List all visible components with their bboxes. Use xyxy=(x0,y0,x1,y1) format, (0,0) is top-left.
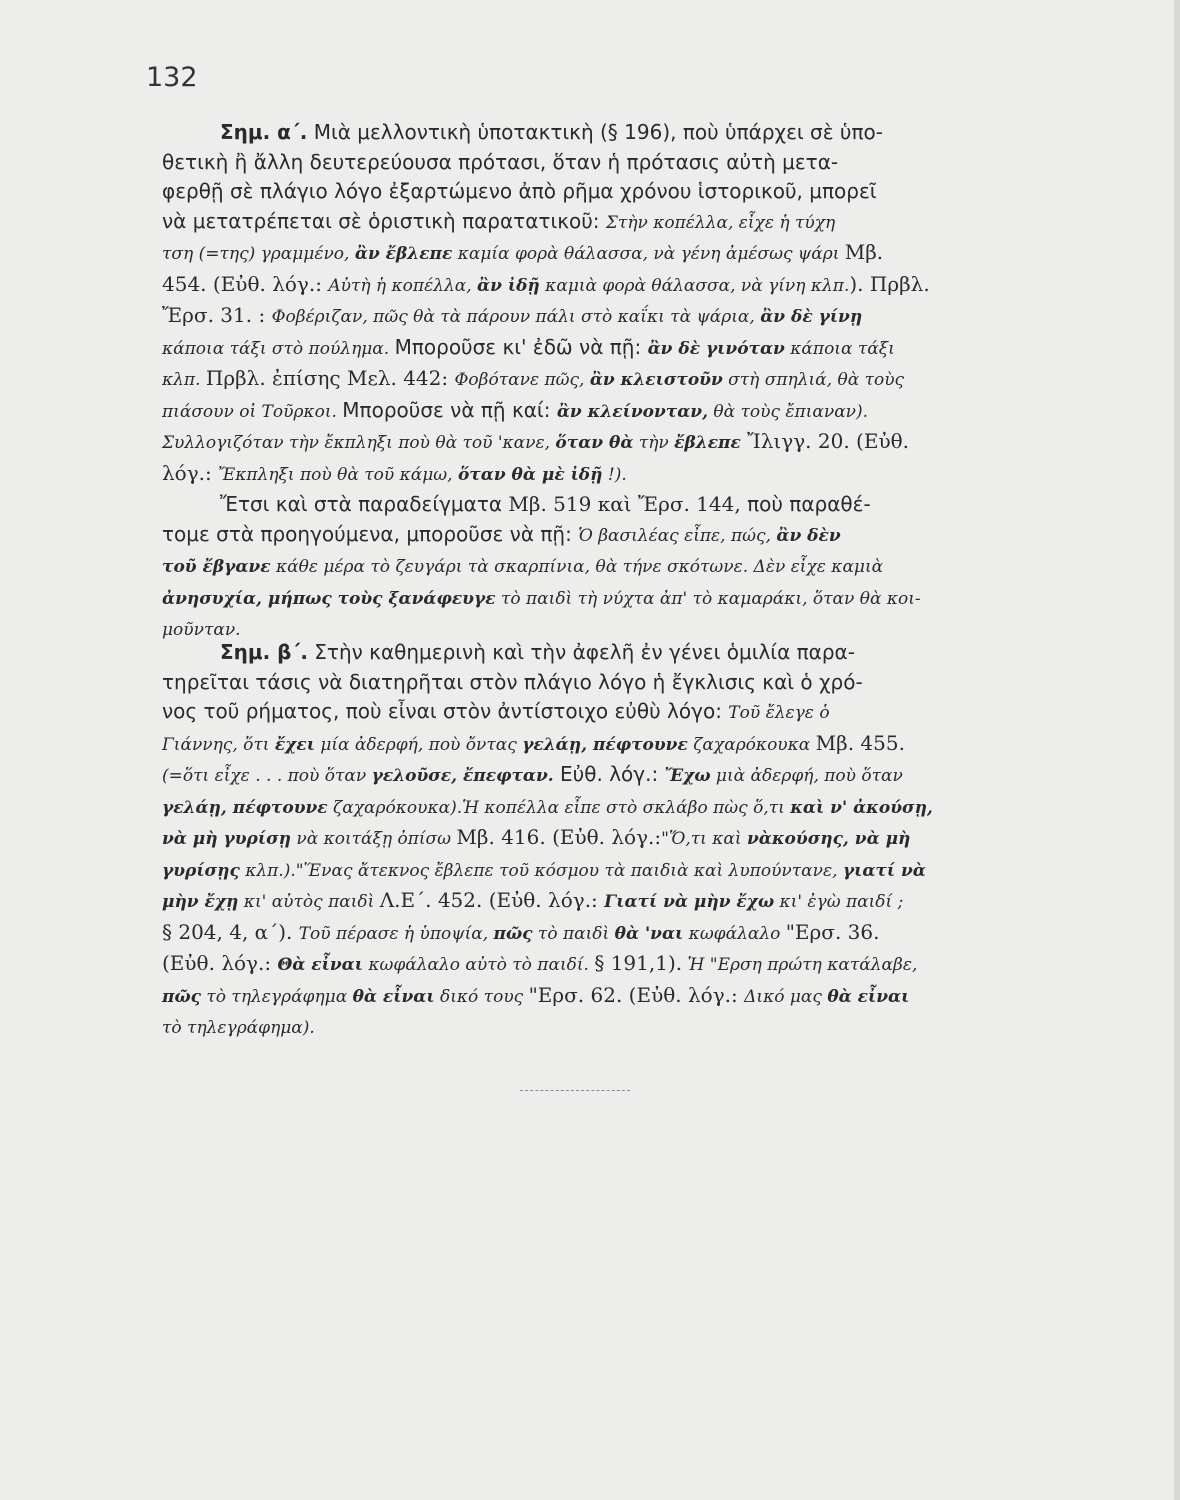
note-line xyxy=(162,1012,1014,1044)
seg: Φοβέριζαν, πῶς θὰ τὰ πάρουν πάλι στὸ καΐκι τὰ ψάρια, xyxy=(271,307,761,327)
seg: Μβ. xyxy=(844,240,884,264)
note-alpha-label: Σημ. α΄. xyxy=(220,120,308,144)
seg: νὰ κοιτάξῃ ὀπίσω xyxy=(290,829,457,849)
seg: θὰ τοὺς ἔπιαναν). xyxy=(708,401,869,422)
seg: Θὰ εἶναι xyxy=(277,955,363,975)
seg: πῶς xyxy=(493,923,533,944)
note-line xyxy=(162,118,1014,148)
seg: § 191,1). xyxy=(594,951,683,975)
note-line xyxy=(162,551,1014,583)
seg: κλπ.)."Ἕνας ἄτεκνος ἔβλεπε τοῦ κόσμου τὰ παιδιὰ καὶ λυπούντανε, xyxy=(239,860,843,881)
seg: ἀνησυχία, μήπως τοὺς ξανάφευγε xyxy=(162,588,496,609)
seg: κάθε μέρα τὸ ζευγάρι τὰ σκαρπίνια, θὰ τήνε σκότωνε. Δὲν εἶχε καμιὰ xyxy=(270,557,884,577)
seg: τὸ τηλεγράφημα xyxy=(200,986,353,1007)
seg: μία ἀδερφή, ποὺ ὄντας xyxy=(314,734,523,755)
seg: ὅταν θὰ xyxy=(555,433,634,453)
seg: Συλλογιζόταν τὴν ἔκπληξι ποὺ θὰ τοῦ 'κανε, xyxy=(162,433,556,453)
note-line xyxy=(162,583,1014,615)
seg: (Εὐθ. λόγ.: xyxy=(162,951,278,975)
seg: Πρβλ. ἐπίσης Μελ. 442: xyxy=(205,366,455,390)
seg: κάποια τάξι στὸ πούλημα. xyxy=(162,338,395,359)
seg: Μποροῦσε νὰ πῇ καί: xyxy=(342,397,557,422)
seg: καμία φορὰ θάλασσα, νὰ γένη ἀμέσως ψάρι xyxy=(452,244,845,264)
end-divider xyxy=(520,1090,630,1091)
seg: Ἡ "Ερση πρώτη κατάλαβε, xyxy=(682,955,918,975)
seg: Γιατί νὰ μὴν ἔχω xyxy=(604,892,775,912)
seg: γελάῃ, πέφτουνε xyxy=(522,734,688,755)
seg: φερθῇ σὲ πλάγιο λόγο ἐξαρτώμενο ἀπὸ ρῆμα χρόνου ἱστορικοῦ, μπορεῖ xyxy=(162,179,877,203)
seg: Στὴν κοπέλλα, εἶχε ἡ τύχη xyxy=(605,212,836,233)
note-line xyxy=(162,396,1014,428)
seg: τομε στὰ προηγούμενα, μποροῦσε νὰ πῇ: xyxy=(162,521,579,546)
seg: τηρεῖται τάσις νὰ διατηρῆται στὸν πλάγιο λόγο ἡ ἔγκλισις καὶ ὁ χρό- xyxy=(162,669,863,694)
note-line xyxy=(162,301,1014,333)
seg: Μποροῦσε κι' ἐδῶ νὰ πῇ: xyxy=(394,334,648,359)
seg: κωφάλαλο αὐτὸ τὸ παιδί. xyxy=(362,955,595,975)
seg: Ἴλιγγ. 20. (Εὐθ. xyxy=(740,429,910,453)
seg: γιατί νὰ xyxy=(842,860,926,881)
seg: κι' αὐτὸς παιδὶ xyxy=(238,892,380,912)
seg: νὰ μὴ γυρίσῃ xyxy=(162,829,291,849)
note-line xyxy=(162,270,1014,302)
seg: νὰ μετατρέπεται σὲ ὁριστικὴ παρατατικοῦ: xyxy=(162,208,606,233)
seg: νὰκούσης, νὰ μὴ xyxy=(746,829,911,849)
seg: ἔβλεπε xyxy=(674,433,741,453)
seg: ἔχει xyxy=(274,734,315,755)
seg: μὴν ἔχῃ xyxy=(162,892,239,912)
seg: μιὰ ἀδερφή, ποὺ ὅταν xyxy=(710,766,903,786)
seg: Μβ. 416. (Εὐθ. λόγ.: xyxy=(456,825,662,849)
seg: Ἔκπληξι ποὺ θὰ τοῦ κάμω, xyxy=(218,464,458,485)
scan-right-edge xyxy=(1174,0,1180,1500)
note-line xyxy=(162,949,1014,981)
seg: κωφάλαλο xyxy=(683,923,786,944)
seg: μοῦνταν. xyxy=(162,620,241,640)
seg: Εὐθ. λόγ.: xyxy=(553,762,665,786)
seg: ὅταν θὰ μὲ ἰδῇ xyxy=(457,464,603,485)
seg: καμιὰ φορὰ θάλασσα, νὰ γίνη κλπ. xyxy=(539,275,850,296)
note-line xyxy=(162,981,1014,1013)
seg: θὰ εἶναι xyxy=(352,986,435,1007)
note-line xyxy=(162,333,1014,365)
seg: ἂν δὲ γινόταν xyxy=(647,338,785,359)
seg: Τοῦ ἔλεγε ὁ xyxy=(728,703,830,723)
note-beta xyxy=(162,638,1014,1044)
seg: θὰ 'ναι xyxy=(614,923,684,944)
seg: ἂν κλείνονταν, xyxy=(556,401,708,422)
note-line xyxy=(162,855,1014,887)
seg: τση (=της) γραμμένο, xyxy=(162,244,355,264)
seg: ἂν δὲ γίνῃ xyxy=(760,307,863,327)
seg: Στὴν καθημερινὴ καὶ τὴν ἀφελῆ ἐν γένει ὁμιλία παρα- xyxy=(314,640,855,664)
seg: γελάῃ, πέφτουνε xyxy=(162,797,328,818)
seg: πιάσουν οἱ Τοῦρκοι. xyxy=(162,401,343,422)
seg: Ἔρσ. 31. : xyxy=(162,303,272,327)
seg: λόγ.: xyxy=(162,460,219,485)
note-line xyxy=(162,638,1014,668)
seg: θὰ εἶναι xyxy=(827,986,910,1007)
note-line xyxy=(162,148,1014,178)
note-line xyxy=(162,490,1014,520)
seg: τὸ παιδὶ xyxy=(532,923,615,944)
note-line xyxy=(162,427,1014,459)
seg: (=ὅτι εἶχε . . . ποὺ ὅταν xyxy=(162,766,372,786)
seg: τὸ παιδὶ τὴ νύχτα ἀπ' τὸ καμαράκι, ὅταν θὰ κοι- xyxy=(495,588,921,609)
note-line xyxy=(162,520,1014,552)
note-line xyxy=(162,823,1014,855)
note-line xyxy=(162,792,1014,824)
seg: Μβ. 519 καὶ Ἔρσ. 144, xyxy=(508,492,748,516)
seg: Γιάννης, ὅτι xyxy=(162,734,275,755)
seg: ζαχαρόκουκα).Ἡ κοπέλλα εἶπε στὸ σκλάβο πὼς ὅ,τι xyxy=(327,797,791,818)
seg: Φοβότανε πῶς, xyxy=(454,370,590,390)
note-line xyxy=(162,177,1014,207)
seg: θετικὴ ἢ ἄλλη δευτερεύουσα πρότασι, ὅταν ἡ πρότασις αὐτὴ μετα- xyxy=(162,149,839,174)
seg: τοῦ ἔβγανε xyxy=(162,557,271,577)
note-line xyxy=(162,207,1014,239)
seg: δικό τους xyxy=(434,986,529,1007)
seg: "Ερσ. 62. (Εὐθ. λόγ.: xyxy=(528,982,745,1007)
note-alpha xyxy=(162,118,1014,646)
seg: Λ.Ε΄. 452. (Εὐθ. λόγ.: xyxy=(379,888,605,912)
note-line xyxy=(162,364,1014,396)
seg: Ἔχω xyxy=(664,766,711,786)
seg: Δικό μας xyxy=(744,986,828,1007)
seg: !). xyxy=(602,464,627,485)
seg: καὶ ν' ἀκούσῃ, xyxy=(790,797,933,818)
seg: Τοῦ πέρασε ἡ ὑποψία, xyxy=(298,923,494,944)
note-line xyxy=(162,459,1014,491)
seg: Μιὰ μελλοντικὴ ὑποτακτικὴ (§ 196), ποὺ ὑπάρχει σὲ ὑπο- xyxy=(313,120,883,144)
note-line xyxy=(162,668,1014,698)
seg: Αὐτὴ ἡ κοπέλλα, xyxy=(328,275,478,296)
seg: Ἔτσι καὶ στὰ παραδείγματα xyxy=(220,492,509,516)
note-line xyxy=(162,918,1014,950)
seg: ). Πρβλ. xyxy=(849,271,930,296)
seg: γελοῦσε, ἔπεφταν. xyxy=(371,766,554,786)
seg: ἂν ἰδῇ xyxy=(477,275,540,296)
seg: ἂν δὲν xyxy=(776,525,841,546)
note-line xyxy=(162,886,1014,918)
seg: κλπ. xyxy=(162,370,206,390)
seg: "Ὅ,τι καὶ xyxy=(661,829,747,849)
seg: § 204, 4, α΄). xyxy=(162,919,299,944)
seg: Ὁ βασιλέας εἶπε, πώς, xyxy=(578,525,777,546)
seg: ζαχαρόκουκα xyxy=(687,734,816,755)
seg: "Ερσ. 36. xyxy=(785,919,880,944)
page-number: 132 xyxy=(146,62,198,93)
seg: πῶς xyxy=(162,986,201,1007)
seg: τὴν xyxy=(633,433,675,453)
seg: γυρίσῃς xyxy=(162,860,240,881)
seg: Μβ. 455. xyxy=(815,730,905,755)
seg: ἂν κλειστοῦν xyxy=(589,370,723,390)
note-line xyxy=(162,238,1014,270)
seg: 454. (Εὐθ. λόγ.: xyxy=(162,271,329,296)
seg: νος τοῦ ρήματος, ποὺ εἶναι στὸν ἀντίστοιχο εὐθὺ λόγο: xyxy=(162,699,729,723)
note-beta-label: Σημ. β΄. xyxy=(220,640,308,664)
seg: ποὺ παραθέ- xyxy=(747,492,871,516)
seg: ἂν ἔβλεπε xyxy=(354,244,453,264)
seg: στὴ σπηλιά, θὰ τοὺς xyxy=(722,370,905,390)
note-line xyxy=(162,697,1014,729)
seg: τὸ τηλεγράφημα). xyxy=(162,1018,315,1038)
seg: κάποια τάξι xyxy=(784,338,895,359)
note-line xyxy=(162,729,1014,761)
note-line xyxy=(162,760,1014,792)
seg: κι' ἐγὼ παιδί ; xyxy=(774,892,904,912)
